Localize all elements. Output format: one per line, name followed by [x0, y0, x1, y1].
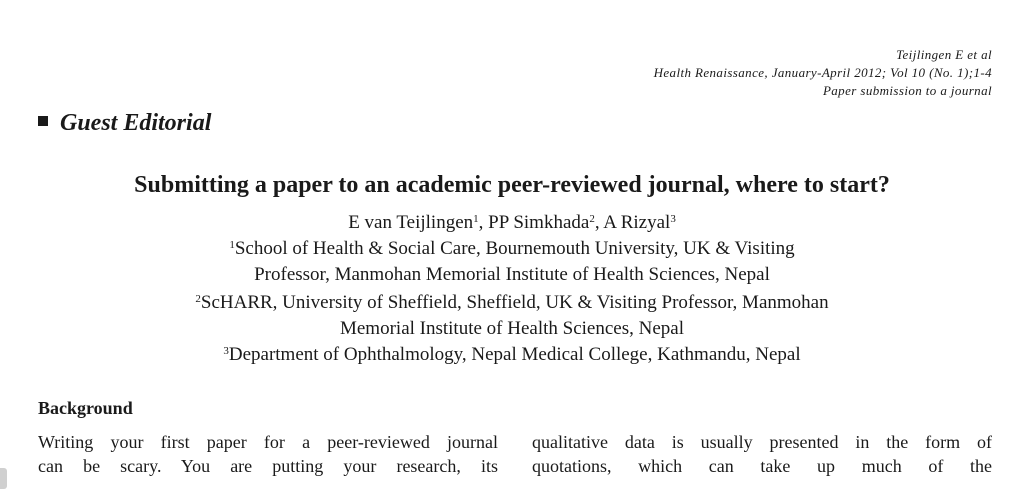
affiliation-line: Department of Ophthalmology, Nepal Medical College, Kathmandu, Nepal	[228, 344, 801, 365]
author-separator: ,	[478, 212, 489, 233]
article-title: Submitting a paper to an academic peer-reviewed journal, where to start?	[134, 172, 890, 198]
body-column-right	[532, 430, 992, 478]
affiliation-1	[0, 236, 1024, 288]
author-affiliation-mark: 2	[589, 213, 595, 225]
running-header	[654, 46, 992, 100]
square-bullet-icon	[38, 116, 48, 126]
affiliation-mark: 2	[195, 293, 201, 305]
body-text-line: quotations, which can take up much of the	[532, 456, 992, 476]
body-text-line: Writing your first paper for a peer-reviewed journal	[38, 432, 498, 452]
body-column-left	[38, 430, 498, 478]
affiliation-2	[0, 290, 1024, 342]
section-label-text: Guest Editorial	[60, 110, 212, 136]
author-affiliation-mark: 1	[473, 213, 479, 225]
header-authors: Teijlingen E et al	[896, 47, 992, 62]
author-name: PP Simkhada	[488, 212, 590, 233]
affiliation-3	[0, 342, 1024, 368]
author-name: E van Teijlingen	[348, 212, 474, 233]
author-affiliation-mark: 3	[670, 213, 676, 225]
body-text-line: qualitative data is usually presented in the form of	[532, 432, 992, 452]
author-name: A Rizyal	[603, 212, 671, 233]
section-label	[38, 110, 211, 137]
affiliation-line: Memorial Institute of Health Sciences, Nepal	[339, 318, 684, 339]
scrollbar-handle[interactable]	[0, 468, 7, 489]
affiliation-line: Professor, Manmohan Memorial Institute of Health Sciences, Nepal	[254, 264, 770, 285]
affiliation-line: School of Health & Social Care, Bournemouth University, UK & Visiting	[234, 238, 795, 259]
affiliation-mark: 3	[223, 345, 229, 357]
body-text-line: can be scary. You are putting your research, its	[38, 456, 498, 476]
affiliation-mark: 1	[229, 239, 235, 251]
header-short-title: Paper submission to a journal	[822, 83, 992, 98]
author-separator: ,	[594, 212, 604, 233]
author-list	[0, 210, 1024, 236]
header-citation: Health Renaissance, January-April 2012; Vol 10 (No. 1);1-4	[653, 65, 992, 80]
affiliation-line: ScHARR, University of Sheffield, Sheffield, UK & Visiting Professor, Manmohan	[200, 292, 829, 313]
background-heading: Background	[38, 398, 133, 418]
